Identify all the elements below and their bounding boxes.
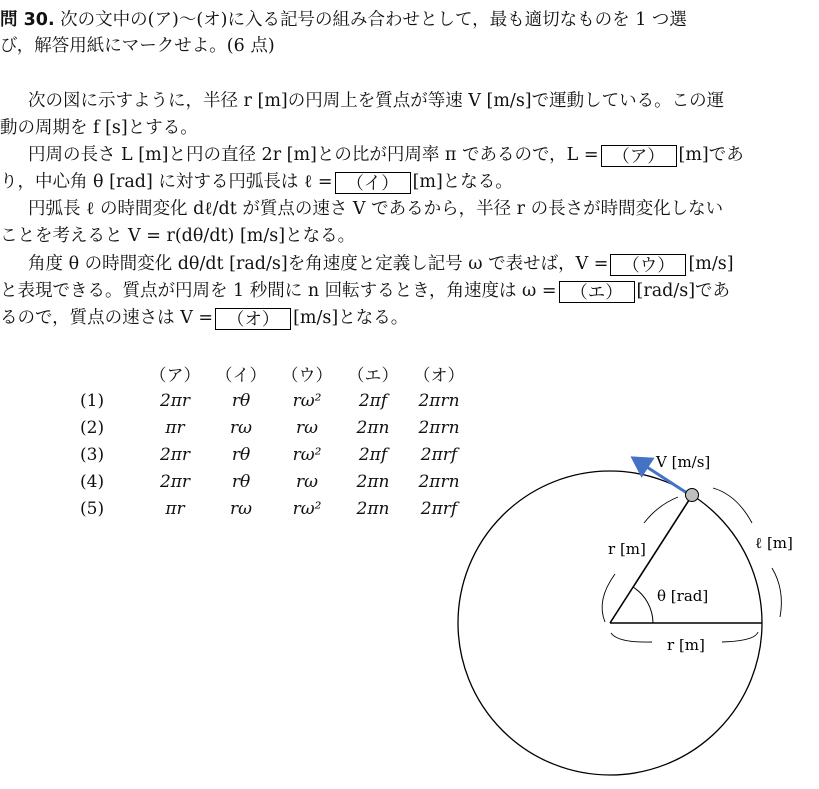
velocity-label: V [m/s]	[656, 453, 711, 471]
point-mass	[686, 489, 699, 502]
cell: 2πrn	[418, 390, 460, 411]
header-a: （ア）	[149, 366, 201, 386]
question-instruction-1: 次の文中の(ア)〜(オ)に入る記号の組み合わせとして，最も適切なものを 1 つ選	[60, 10, 687, 30]
cell: 2πf	[358, 444, 388, 465]
question-number: 問 30.	[0, 10, 55, 30]
brace-lower-radius-right	[722, 632, 758, 642]
blank-box-u: （ウ）	[610, 254, 686, 276]
header-u: （ウ）	[281, 366, 333, 386]
text-segment: り，中心角 θ [rad] に対する円弧長は ℓ =	[0, 172, 333, 192]
blank-box-e: （エ）	[559, 281, 635, 303]
blank-box-o: （オ）	[215, 308, 291, 330]
cell: 2πr	[159, 471, 191, 492]
text-segment: るので，質点の速さは V =	[0, 308, 214, 328]
cell: πr	[165, 498, 185, 519]
cell: rω	[230, 417, 252, 438]
cell: rω	[296, 471, 318, 492]
header-e: （エ）	[347, 366, 399, 386]
text-segment: 角度 θ の時間変化 dθ/dt [rad/s]を角速度と定義し記号 ω で表せば，V =	[28, 254, 609, 274]
paragraph-3-line-2: ことを考えると V = r(dθ/dt) [m/s]となる。	[0, 226, 356, 246]
cell: 2πrn	[418, 417, 460, 438]
brace-arc-bottom	[772, 568, 781, 617]
text-segment: [m/s]となる。	[293, 308, 409, 328]
header-i: （イ）	[215, 366, 267, 386]
cell: rθ	[231, 390, 251, 411]
text-segment: と表現できる。質点が円周を 1 秒間に n 回転するとき，角速度は ω =	[0, 281, 557, 301]
angle-label: θ [rad]	[657, 587, 709, 605]
option-label: (5)	[80, 498, 105, 519]
text-segment: [m/s]	[688, 254, 734, 274]
cell: rω²	[292, 444, 322, 465]
cell: rω	[230, 498, 252, 519]
cell: 2πrn	[418, 471, 460, 492]
header-o: （オ）	[413, 366, 465, 386]
paragraph-3-line-1: 円弧長 ℓ の時間変化 dℓ/dt が質点の速さ V であるから，半径 r の長さが時間変化しない	[28, 199, 724, 219]
text-segment: 円周の長さ L [m]と円の直径 2r [m]との比が円周率 π であるので，L =	[28, 145, 599, 165]
brace-upper-radius-bottom	[602, 574, 615, 622]
cell: πr	[165, 417, 185, 438]
cell: 2πr	[159, 444, 191, 465]
blank-box-a: （ア）	[601, 145, 677, 167]
cell: rθ	[231, 444, 251, 465]
cell: 2πn	[356, 417, 390, 438]
cell: 2πr	[159, 390, 191, 411]
option-label: (4)	[80, 471, 105, 492]
radius-label-upper: r [m]	[608, 540, 646, 558]
text-segment: [m]となる。	[412, 172, 513, 192]
angle-arc	[633, 587, 653, 623]
option-label: (2)	[80, 417, 105, 438]
text-segment: [rad/s]であ	[636, 281, 731, 301]
cell: 2πn	[356, 471, 390, 492]
cell: 2πf	[358, 390, 388, 411]
cell: rθ	[231, 471, 251, 492]
paragraph-1-line-1: 次の図に示すように，半径 r [m]の円周上を質点が等速 V [m/s]で運動している。この運	[28, 91, 725, 111]
cell: rω²	[292, 498, 322, 519]
arc-length-label: ℓ [m]	[755, 534, 793, 552]
text-segment: [m]であ	[678, 145, 744, 165]
cell: rω²	[292, 390, 322, 411]
cell: rω	[296, 417, 318, 438]
question-instruction-2: び，解答用紙にマークせよ。(6 点)	[0, 36, 275, 56]
option-label: (1)	[80, 390, 105, 411]
brace-lower-radius-left	[611, 633, 652, 642]
cell: 2πn	[356, 498, 390, 519]
cell: 2πrf	[420, 444, 458, 465]
cell: 2πrf	[420, 498, 458, 519]
radius-label-lower: r [m]	[667, 636, 705, 654]
blank-box-i: （イ）	[335, 172, 411, 194]
option-label: (3)	[80, 444, 105, 465]
paragraph-1-line-2: 動の周期を f [s]とする。	[0, 118, 198, 138]
brace-upper-radius-top	[644, 497, 678, 523]
